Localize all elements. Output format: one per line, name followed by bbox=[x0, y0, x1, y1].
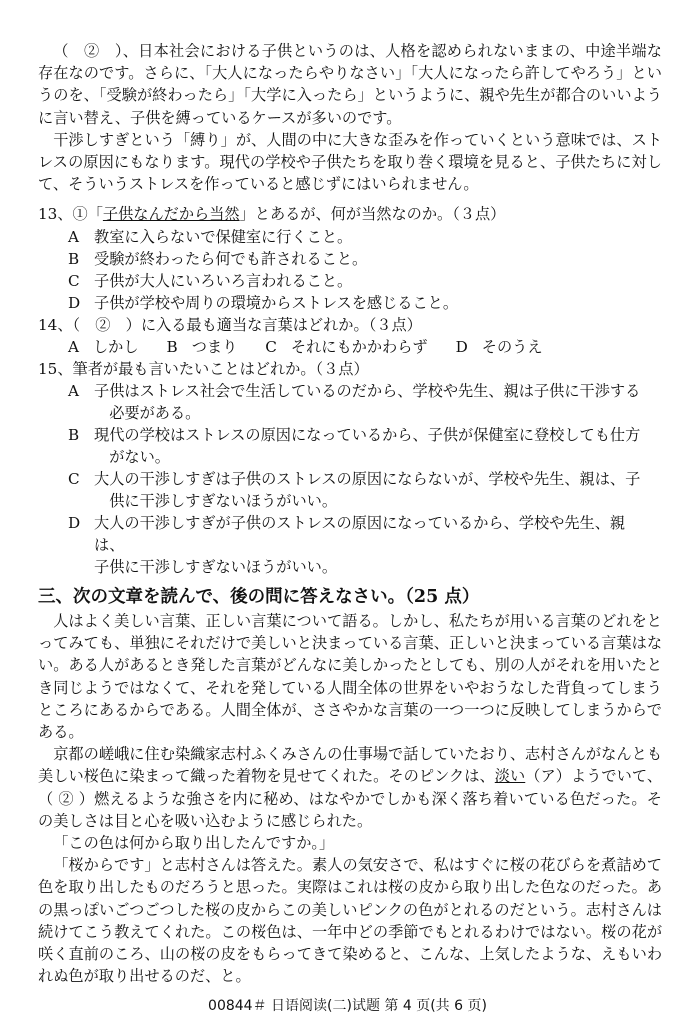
option-letter: D bbox=[68, 293, 81, 312]
question-13-stem bbox=[38, 203, 662, 225]
option-text: そのうえ bbox=[481, 337, 543, 356]
option-line-2: 必要がある。 bbox=[109, 404, 201, 423]
option-text: 受験が終わったら何でも許されること。 bbox=[94, 249, 368, 268]
section-3-paragraph-2 bbox=[38, 743, 662, 832]
question-15 bbox=[38, 358, 662, 578]
question-15-stem: 15、筆者が最も言いたいことはどれか。（３点） bbox=[38, 359, 369, 378]
option-letter: C bbox=[68, 271, 80, 290]
option-text: それにもかかわらず bbox=[290, 337, 428, 356]
option-letter: C bbox=[68, 470, 80, 489]
question-15-option-c[interactable] bbox=[68, 468, 662, 512]
question-15-option-a[interactable] bbox=[68, 380, 662, 424]
question-13-option-c[interactable] bbox=[68, 270, 662, 292]
question-13-prefix: 13、①「 bbox=[38, 205, 103, 224]
option-letter: B bbox=[68, 426, 80, 445]
option-text: 教室に入らないで保健室に行くこと。 bbox=[94, 227, 353, 246]
paragraph-text: 京都の嵯峨に住む染織家志村ふくみさんの仕事場で話していたおり、志村さんがなんとも美しい桜色に染まって織った着物を見せてくれた。そのピンクは、 bbox=[38, 745, 662, 786]
question-14-option-b[interactable] bbox=[167, 336, 238, 358]
option-text: つまり bbox=[191, 337, 238, 356]
option-text: 子供が学校や周りの環境からストレスを感じること。 bbox=[94, 293, 459, 312]
option-letter: A bbox=[68, 337, 79, 356]
question-14-options bbox=[68, 336, 662, 358]
section-3-paragraph-4: 「桜からです」と志村さんは答えた。素人の気安さで、私はすぐに桜の花びらを煮詰めて色を取り出したものだろうと思った。実際はこれは桜の皮から取り出した色なのだった。あの黒っぽいごつごつした桜の皮からこの美しいピンクの色がとれるのだという。志村さんは続けてこう教えてくれた。この桜色は、一年中どの季節でもとれるわけではない。桜の花が咲く直前のころ、山の桜の皮をもらってきて染めると、こんな、上気したような、えもいわれぬ色が取り出せるのだ、と。 bbox=[38, 856, 663, 986]
question-13-option-b[interactable] bbox=[68, 248, 662, 270]
question-14-option-d[interactable] bbox=[456, 336, 543, 358]
section-3-paragraph-1: 人はよく美しい言葉、正しい言葉について語る。しかし、私たちが用いる言葉のどれをとってみても、単独にそれだけで美しいと決まっている言葉、正しいと決まっている言葉はない。ある人があるとき発した言葉がどんなに美しかったとしても、別の人がそれを用いたとき同じようではなくて、それを発している人間全体の世界をいやおうなした背負ってしまうところにあるからである。人間全体が、ささやかな言葉の一つ一つに反映してしまうからである。 bbox=[38, 612, 663, 742]
question-13-option-d[interactable] bbox=[68, 292, 662, 314]
option-letter: B bbox=[166, 337, 178, 356]
option-text bbox=[94, 512, 662, 578]
option-line-2: 供に干渉しすぎないほうがいい。 bbox=[109, 492, 337, 511]
intro-paragraph-2: 干渉しすぎという「縛り」が、人間の中に大きな歪みを作っていくという意味では、ストレスの原因にもなります。現代の学校や子供たちを取り巻く環境を見ると、子供たちに対して、そういうストレスを作っていると感じずにはいられません。 bbox=[38, 130, 662, 194]
question-14-option-c[interactable] bbox=[265, 336, 427, 358]
question-13-suffix: 」とあるが、何が当然なのか。（３点） bbox=[239, 205, 506, 224]
option-line-1: 現代の学校はストレスの原因になっているから、子供が保健室に登校しても仕方 bbox=[94, 426, 641, 445]
option-text bbox=[94, 468, 662, 512]
option-letter: D bbox=[68, 514, 81, 533]
option-text: 子供が大人にいろいろ言われること。 bbox=[94, 271, 353, 290]
section-3-paragraph-3: 「この色は何から取り出したんですか。」 bbox=[53, 834, 335, 853]
option-text bbox=[94, 380, 662, 424]
question-15-option-b[interactable] bbox=[68, 424, 662, 468]
option-line-2: がない。 bbox=[109, 448, 170, 467]
option-letter: C bbox=[265, 337, 277, 356]
option-text: しかし bbox=[92, 337, 139, 356]
option-line-1: 大人の干渉しすぎは子供のストレスの原因にならないが、学校や先生、親は、子 bbox=[94, 470, 641, 489]
option-line-1: 子供はストレス社会で生活しているのだから、学校や先生、親は子供に干渉する bbox=[94, 382, 641, 401]
exam-page bbox=[38, 40, 662, 987]
question-13 bbox=[38, 203, 662, 313]
question-14-stem: 14、（ ② ）に入る最も適当な言葉はどれか。（３点） bbox=[38, 315, 422, 334]
question-14 bbox=[38, 314, 662, 358]
question-14-option-a[interactable] bbox=[68, 336, 139, 358]
option-letter: D bbox=[455, 337, 468, 356]
option-line-1: 大人の干渉しすぎが子供のストレスの原因になっているから、学校や先生、親は、 bbox=[94, 514, 626, 555]
question-15-option-d[interactable] bbox=[68, 512, 662, 578]
option-line-2: 子供に干渉しすぎないほうがいい。 bbox=[94, 558, 337, 577]
option-letter: B bbox=[68, 249, 80, 268]
section-3-heading: 三、次の文章を読んで、後の問に答えなさい。（25 点） bbox=[38, 587, 480, 608]
intro-paragraph-1: （ ② ）、日本社会における子供というのは、人格を認められないままの、中途半端な存在なのです。さらに、「大人になったらやりなさい」「大人になったら許してやろう」というのを、「受験が終わったら」「大学に入ったら」というように、親や先生が都合のいいように言い替え、子供を縛っているケースが多いのです。 bbox=[38, 42, 662, 127]
question-13-option-a[interactable] bbox=[68, 226, 662, 248]
page-footer: 00844＃ 日语阅读(二)试题 第 4 页(共 6 页) bbox=[208, 998, 487, 1014]
option-letter: A bbox=[68, 382, 79, 401]
underlined-word: 淡い bbox=[494, 767, 526, 786]
question-13-underlined-phrase: 子供なんだから当然 bbox=[102, 205, 240, 224]
paragraph-text: （ア）ようでいて、（ ② ）燃えるような強さを内に秘め、はなやかでしかも深く落ち着いている色だった。その美しさは目と心を吸い込むように感じられた。 bbox=[38, 767, 663, 830]
option-text bbox=[94, 424, 662, 468]
option-letter: A bbox=[68, 227, 79, 246]
